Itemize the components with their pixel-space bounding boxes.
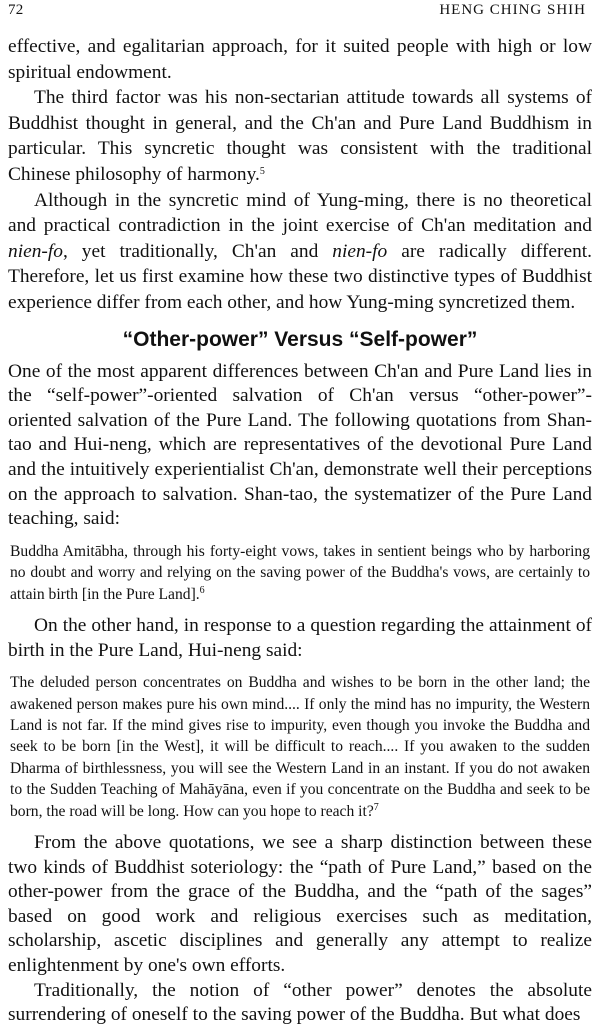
footnote-ref-6: 6 (199, 584, 205, 596)
paragraph-soteriology: From the above quotations, we see a sharp distinction between these two kinds of Buddhist soteriology: the “path of Pure Land,” based on the other-power from the grace of the Buddha, and the “path of the sages” based on good work and religious exercises such as meditation, scholarship, ascetic disciplines and generally any attempt to realize enlightenment by one's own efforts. (8, 831, 592, 976)
paragraph-hui-neng-intro: On the other hand, in response to a question regarding the attainment of birth in the Pure Land, Hui-neng said: (8, 614, 592, 661)
section-heading: “Other-power” Versus “Self-power” (122, 327, 478, 351)
paragraph-text: The third factor was his non-sectarian attitude towards all systems of Buddhist thought in general, and the Ch'an and Pure Land Buddhism in particular. This syncretic thought was consistent with the traditional Chinese philosophy of harmony. (8, 87, 592, 185)
term-nien-fo: nien-fo (8, 240, 63, 262)
term-nien-fo: nien-fo (332, 240, 388, 262)
block-quote-shan-tao (8, 541, 592, 605)
block-quote-hui-neng (8, 672, 592, 822)
paragraph-continued: effective, and egalitarian approach, for it suited people with high or low spiritual endowment. (8, 36, 592, 83)
quote-text: The deluded person concentrates on Buddha and wishes to be born in the other land; the awakened person makes pure his own mind.... If only the mind has no impurity, the Western Land is not far. If the mind gives rise to impurity, even though you invoke the Buddha and seek to be born [in the West], it will be difficult to reach.... If you awaken to the sudden Dharma of birthlessness, you will see the Western Land in an instant. If you do not awaken to the Sudden Teaching of Mahāyāna, even if you concentrate on the Buddha and seek to be born, the road will be long. How can you hope to reach it? (10, 674, 590, 820)
paragraph-text: Although in the syncretic mind of Yung-ming, there is no theoretical and practical contradiction in the joint exercise of Ch'an meditation and (8, 189, 592, 237)
quote-text: Buddha Amitābha, through his forty-eight vows, takes in sentient beings who by harboring no doubt and worry and relying on the saving power of the Buddha's vows, are certainly to attain birth [in the Pure Land]. (10, 542, 590, 603)
paragraph-differences: One of the most apparent differences between Ch'an and Pure Land lies in the “self-power”-oriented salvation of Ch'an versus “other-power”-oriented salvation of the Pure Land. The following quotations from Shan-tao and Hui-neng, which are representatives of the devotional Pure Land and the intuitively experientialist Ch'an, demonstrate well their perceptions on the approach to salvation. Shan-tao, the systematizer of the Pure Land teaching, said: (8, 360, 592, 530)
footnote-ref-5: 5 (259, 165, 265, 177)
footnote-ref-7: 7 (373, 801, 379, 813)
running-head (8, 0, 592, 34)
paragraph-syncretic-mind (8, 188, 592, 316)
paragraph-text: are radically different. Therefore, let us first examine how these two distinctive types of Buddhist experience differ from each other, and how Yung-ming syncretized them. (8, 240, 592, 313)
running-title: HENG CHING SHIH (439, 2, 586, 18)
paragraph-third-factor (8, 85, 592, 187)
paragraph-text: , yet traditionally, Ch'an and (62, 240, 333, 262)
page-number: 72 (8, 2, 24, 18)
paragraph-other-power: Traditionally, the notion of “other power” denotes the absolute surrendering of oneself to the saving power of the Buddha. But what does (8, 979, 592, 1026)
